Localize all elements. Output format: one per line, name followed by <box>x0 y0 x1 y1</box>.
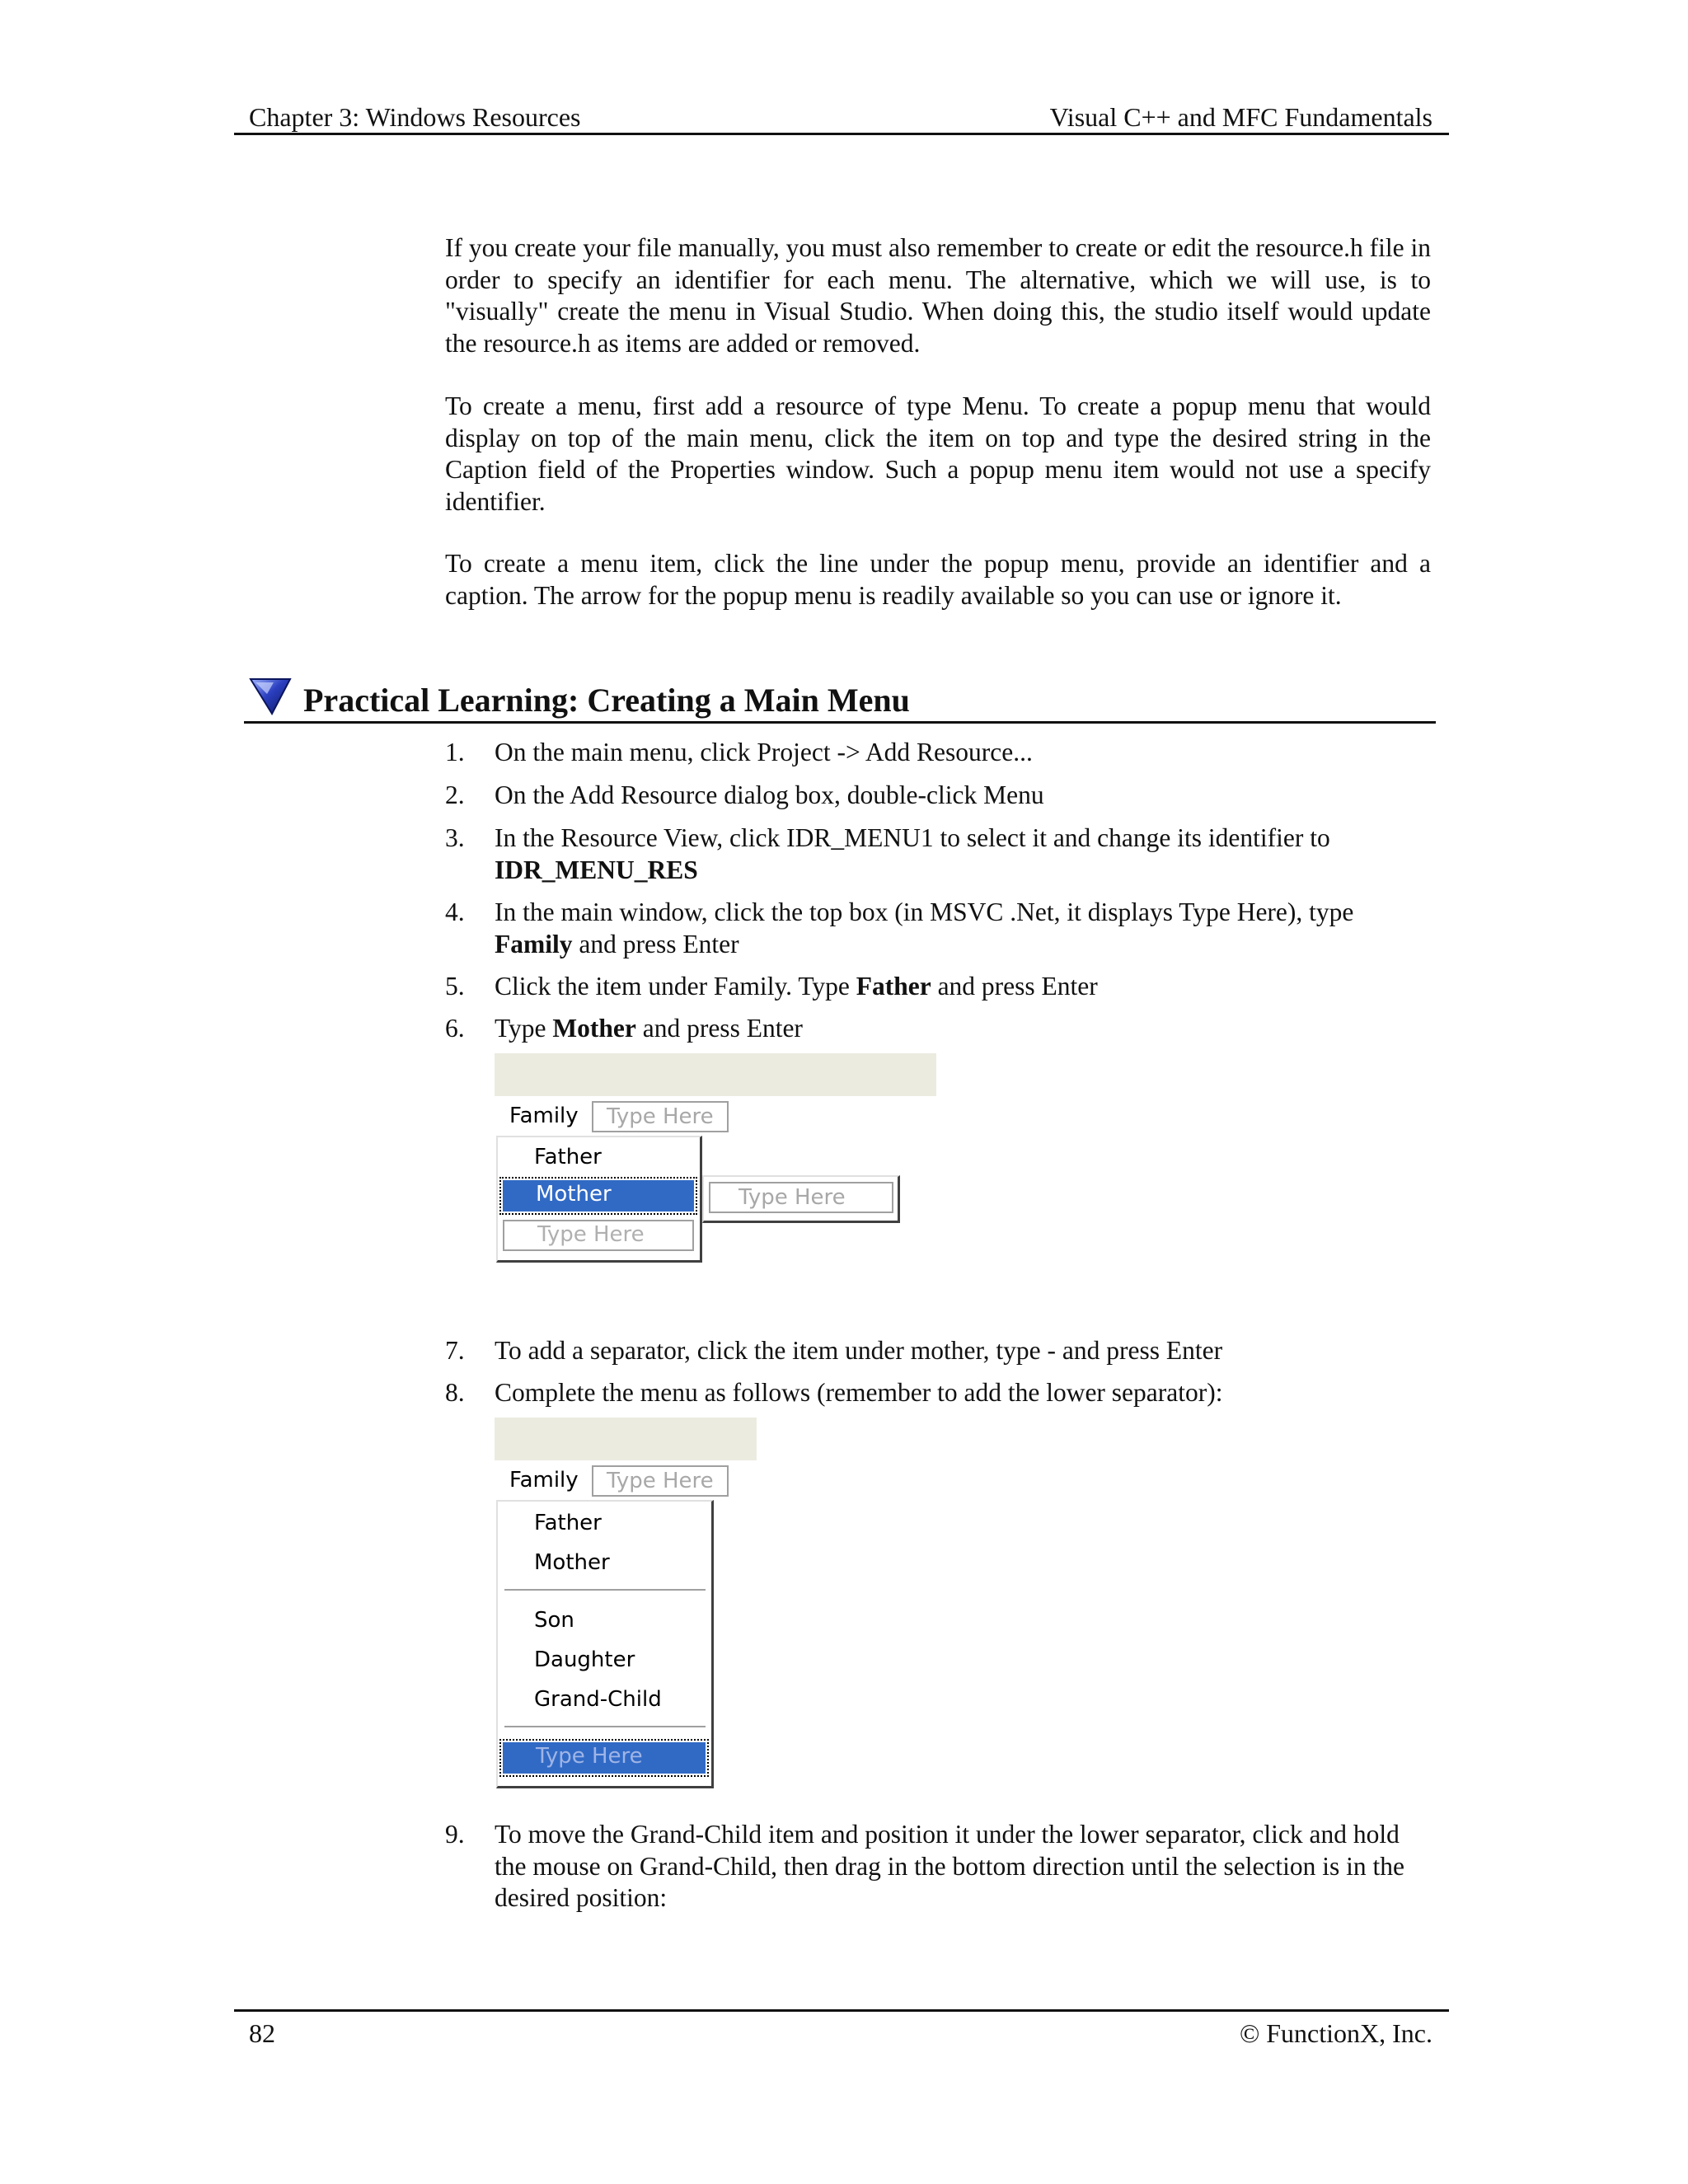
submenu-type-here-box[interactable]: Type Here <box>709 1182 893 1213</box>
step-number: 2. <box>445 780 465 809</box>
menu-separator-upper <box>504 1589 706 1591</box>
header-rule <box>234 133 1449 135</box>
step-number: 7. <box>445 1336 465 1365</box>
step-text: Type Mother and press Enter <box>495 1014 803 1043</box>
menu-item-mother-selected[interactable]: Mother <box>503 1180 694 1212</box>
identifier-text: IDR_MENU_RES <box>495 855 698 884</box>
step-text: Complete the menu as follows (remember to add the lower separator): <box>495 1378 1223 1407</box>
menu-item-father[interactable]: Father <box>534 1511 602 1535</box>
menu-designer-screenshot-1 <box>495 1053 940 1268</box>
menu-item-daughter[interactable]: Daughter <box>534 1647 635 1672</box>
running-header-chapter: Chapter 3: Windows Resources <box>249 102 581 132</box>
step-text: To add a separator, click the item under mother, type - and press Enter <box>495 1336 1223 1365</box>
menubar-item-family[interactable]: Family <box>509 1104 579 1128</box>
paragraph-create-menu: To create a menu, first add a resource of type Menu. To create a popup menu that would display on top of the main menu, click the item on top and type the desired string in the Caption field of the Properties window. Such a popup menu item would not use a specify identifier. <box>445 391 1431 516</box>
menubar-type-here-box[interactable]: Type Here <box>592 1465 729 1497</box>
step-text: Click the item under Family. Type Father and press Enter <box>495 972 1098 1001</box>
menu-item-grand-child[interactable]: Grand-Child <box>534 1687 662 1712</box>
footer-copyright: © FunctionX, Inc. <box>1239 2018 1432 2048</box>
footer-rule <box>234 2009 1449 2012</box>
family-dropdown <box>496 1136 702 1263</box>
paragraph-manual-file: If you create your file manually, you must also remember to create or edit the resource.h file in order to specify an identifier for each menu. The alternative, which we will use, is to "visually" create the menu in Visual Studio. When doing this, the studio itself would update the resource.h as items are added or removed. <box>445 233 1431 358</box>
step-text: To move the Grand-Child item and position it under the lower separator, click and hold the mouse on Grand-Child, then drag in the bottom direction until the selection is in the desired position: <box>495 1820 1405 1912</box>
menu-separator-lower <box>504 1726 706 1728</box>
menubar-type-here-box[interactable]: Type Here <box>592 1101 729 1132</box>
page-number: 82 <box>249 2018 275 2048</box>
menu-item-type-here[interactable]: Type Here <box>503 1220 694 1251</box>
step-text: On the Add Resource dialog box, double-click Menu <box>495 780 1044 809</box>
caption-text: Mother <box>552 1014 636 1043</box>
menu-item-type-here-selected[interactable]: Type Here <box>503 1742 706 1774</box>
menu-item-father[interactable]: Father <box>534 1145 602 1169</box>
practical-learning-triangle-icon <box>249 676 292 715</box>
step-number: 8. <box>445 1378 465 1407</box>
section-heading-rule <box>244 721 1436 724</box>
menu-item-mother[interactable]: Mother <box>534 1550 610 1575</box>
mother-submenu <box>702 1175 900 1223</box>
menu-designer-background <box>495 1418 757 1460</box>
step-number: 6. <box>445 1014 465 1043</box>
menu-item-son[interactable]: Son <box>534 1608 574 1633</box>
menubar-item-family[interactable]: Family <box>509 1468 579 1493</box>
step-text: In the Resource View, click IDR_MENU1 to select it and change its identifier to IDR_MENU_RES <box>495 823 1330 884</box>
menu-designer-screenshot-2 <box>495 1418 758 1797</box>
step-number: 4. <box>445 898 465 926</box>
paragraph-create-item: To create a menu item, click the line under the popup menu, provide an identifier and a caption. The arrow for the popup menu is readily available so you can use or ignore it. <box>445 549 1431 610</box>
step-number: 9. <box>445 1820 465 1849</box>
caption-text: Family <box>495 929 573 958</box>
step-text: On the main menu, click Project -> Add Resource... <box>495 738 1033 766</box>
step-number: 1. <box>445 738 465 766</box>
family-dropdown <box>496 1500 714 1788</box>
section-heading: Practical Learning: Creating a Main Menu <box>303 682 910 719</box>
step-number: 5. <box>445 972 465 1001</box>
caption-text: Father <box>856 972 931 1001</box>
step-number: 3. <box>445 823 465 852</box>
running-header-book: Visual C++ and MFC Fundamentals <box>1049 102 1432 132</box>
step-text: In the main window, click the top box (in MSVC .Net, it displays Type Here), type Family and press Enter <box>495 898 1354 958</box>
menu-designer-background <box>495 1053 936 1096</box>
